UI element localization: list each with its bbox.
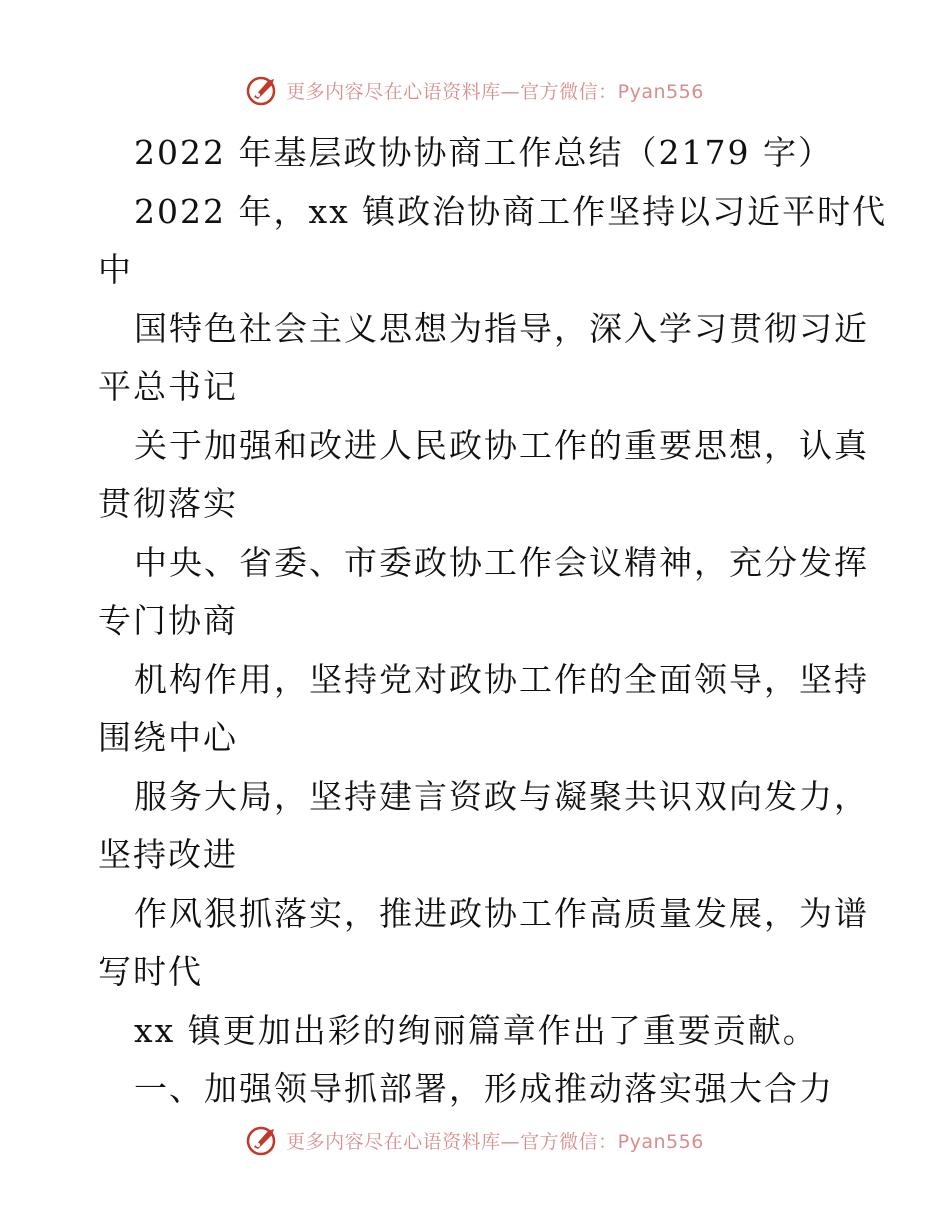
document-line: 一、加强领导抓部署，形成推动落实强大合力 [134,1069,834,1108]
document-line: 写时代 [98,952,203,991]
document-line: 贯彻落实 [98,484,238,523]
footer-banner-text: 更多内容尽在心语资料库—官方微信：Pyan556 [286,1130,704,1153]
document-line: 国特色社会主义思想为指导，深入学习贯彻习近 [134,308,869,348]
document-line: 服务大局，坚持建言资政与凝聚共识双向发力， [134,776,869,816]
pen-nib-logo-icon [246,73,280,107]
document-line: xx 镇更加出彩的绚丽篇章作出了重要贡献。 [134,1010,818,1050]
document-line: 平总书记 [98,367,238,406]
document-line: 2022 年，xx 镇政治协商工作坚持以习近平时代 [134,191,888,231]
document-line: 2022 年基层政协协商工作总结（2179 字） [134,133,833,172]
document-line: 机构作用，坚持党对政协工作的全面领导，坚持 [134,659,869,699]
header-banner-text: 更多内容尽在心语资料库—官方微信：Pyan556 [286,80,704,103]
document-line: 围绕中心 [98,718,238,757]
pen-nib-logo-icon [246,1123,280,1157]
document-line: 作风狠抓落实，推进政协工作高质量发展，为谱 [134,893,869,933]
footer-banner [0,1120,950,1160]
document-body [98,124,888,1119]
document-line: 关于加强和改进人民政协工作的重要思想，认真 [134,425,869,465]
document-line: 中央、省委、市委政协工作会议精神，充分发挥 [134,542,869,582]
document-line: 中 [98,250,133,289]
header-banner [0,70,950,110]
document-line: 专门协商 [98,601,238,640]
document-line: 坚持改进 [98,835,238,874]
